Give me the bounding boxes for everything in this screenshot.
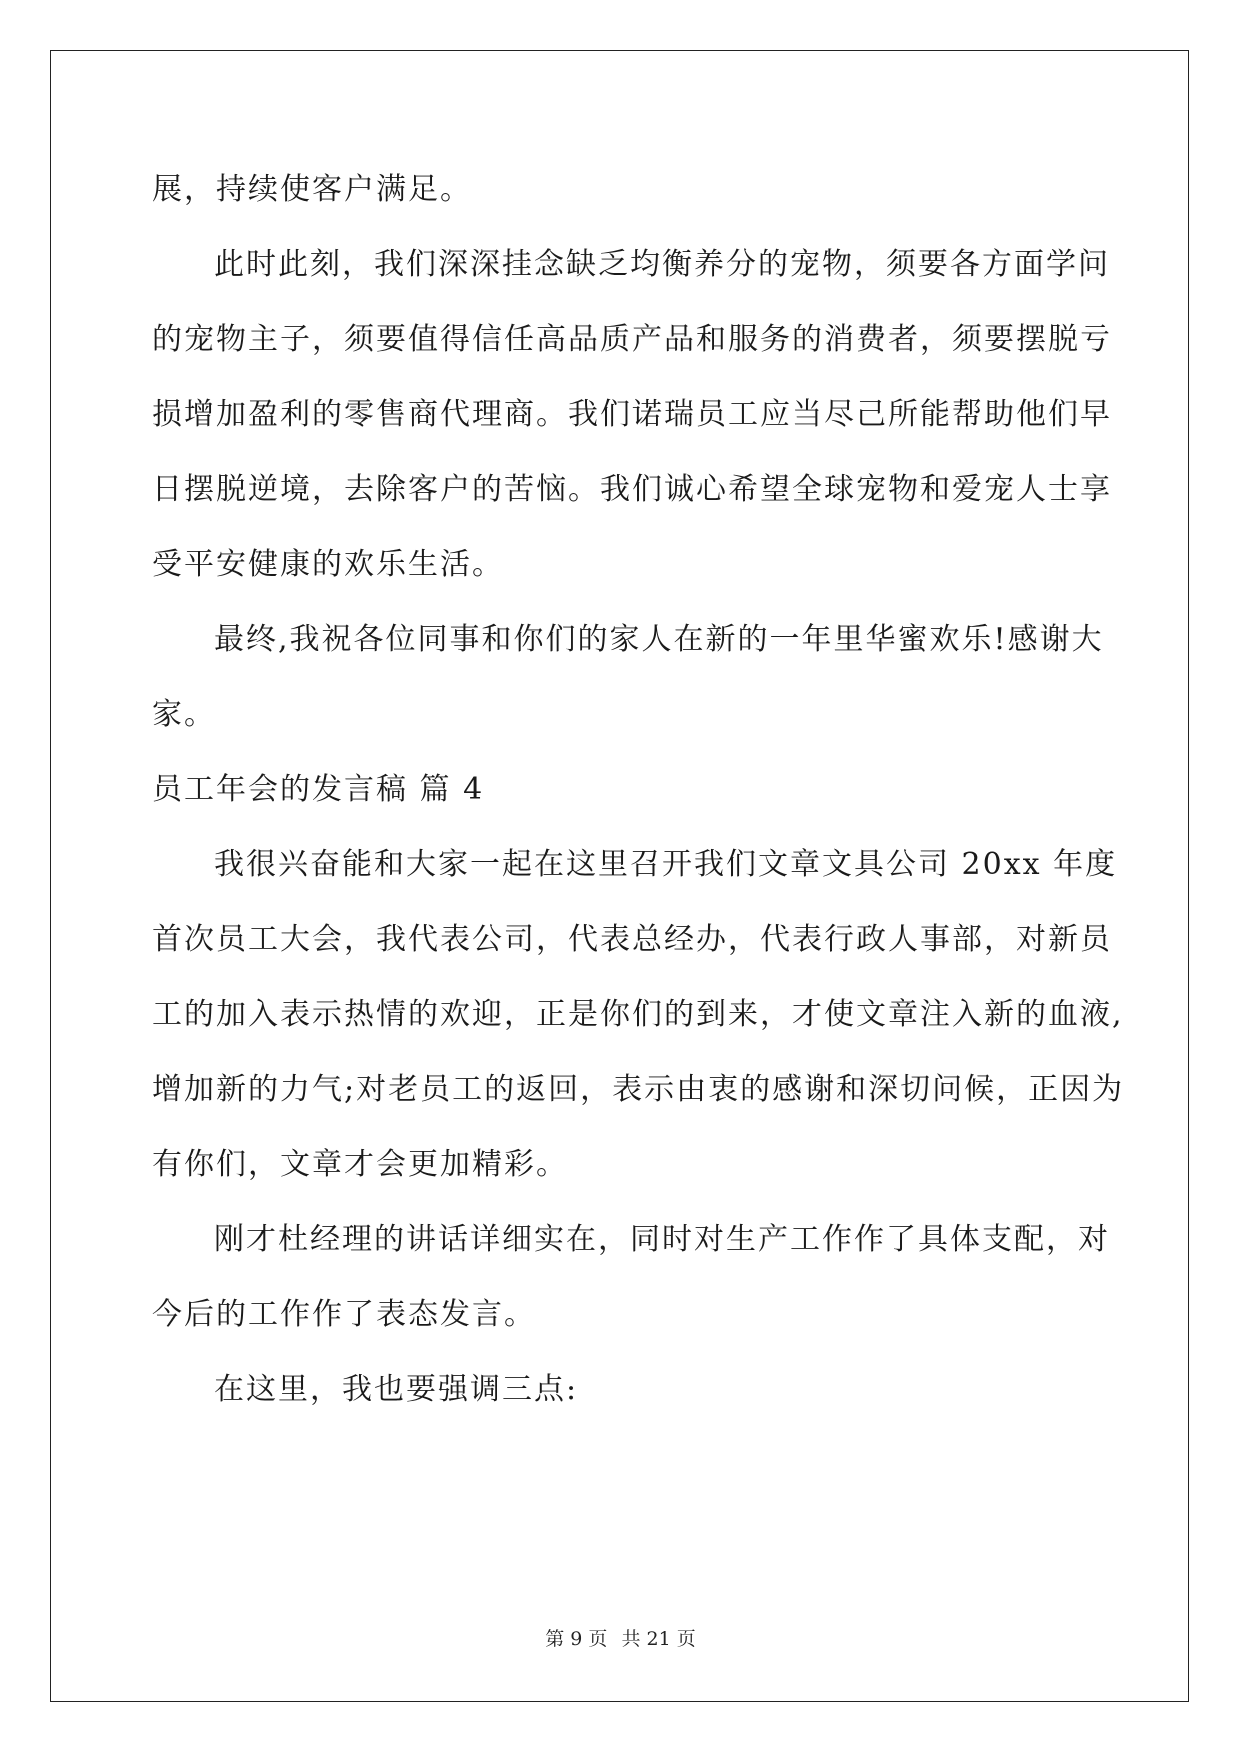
text-line: 展，持续使客户满足。 — [152, 172, 472, 207]
text-line: 损增加盈利的零售商代理商。我们诺瑞员工应当尽己所能帮助他们早 — [152, 397, 1112, 432]
text-line: 刚才杜经理的讲话详细实在，同时对生产工作作了具体支配，对 — [214, 1222, 1110, 1257]
text-line: 工的加入表示热情的欢迎，正是你们的到来，才使文章注入新的血液, — [152, 997, 1124, 1032]
section-heading: 员工年会的发言稿 篇 4 — [152, 772, 485, 807]
text-line: 家。 — [152, 697, 216, 732]
text-line: 受平安健康的欢乐生活。 — [152, 547, 504, 582]
text-line: 的宠物主子，须要值得信任高品质产品和服务的消费者，须要摆脱亏 — [152, 322, 1112, 357]
text-line: 首次员工大会，我代表公司，代表总经办，代表行政人事部，对新员 — [152, 922, 1112, 957]
page-number: 第 9 页 — [545, 1628, 608, 1650]
document-body — [152, 152, 1125, 1427]
text-line: 有你们，文章才会更加精彩。 — [152, 1147, 568, 1182]
text-line: 增加新的力气;对老员工的返回，表示由衷的感谢和深切问候，正因为 — [152, 1072, 1125, 1107]
text-line: 今后的工作作了表态发言。 — [152, 1297, 536, 1332]
text-line: 我很兴奋能和大家一起在这里召开我们文章文具公司 20xx 年度 — [214, 847, 1118, 882]
page-total: 共 21 页 — [621, 1628, 696, 1650]
text-line: 在这里，我也要强调三点: — [214, 1372, 579, 1407]
page-footer — [0, 1624, 1241, 1651]
text-line: 最终,我祝各位同事和你们的家人在新的一年里华蜜欢乐!感谢大 — [214, 622, 1104, 657]
text-line: 日摆脱逆境，去除客户的苦恼。我们诚心希望全球宠物和爱宠人士享 — [152, 472, 1112, 507]
text-line: 此时此刻，我们深深挂念缺乏均衡养分的宠物，须要各方面学问 — [214, 247, 1110, 282]
